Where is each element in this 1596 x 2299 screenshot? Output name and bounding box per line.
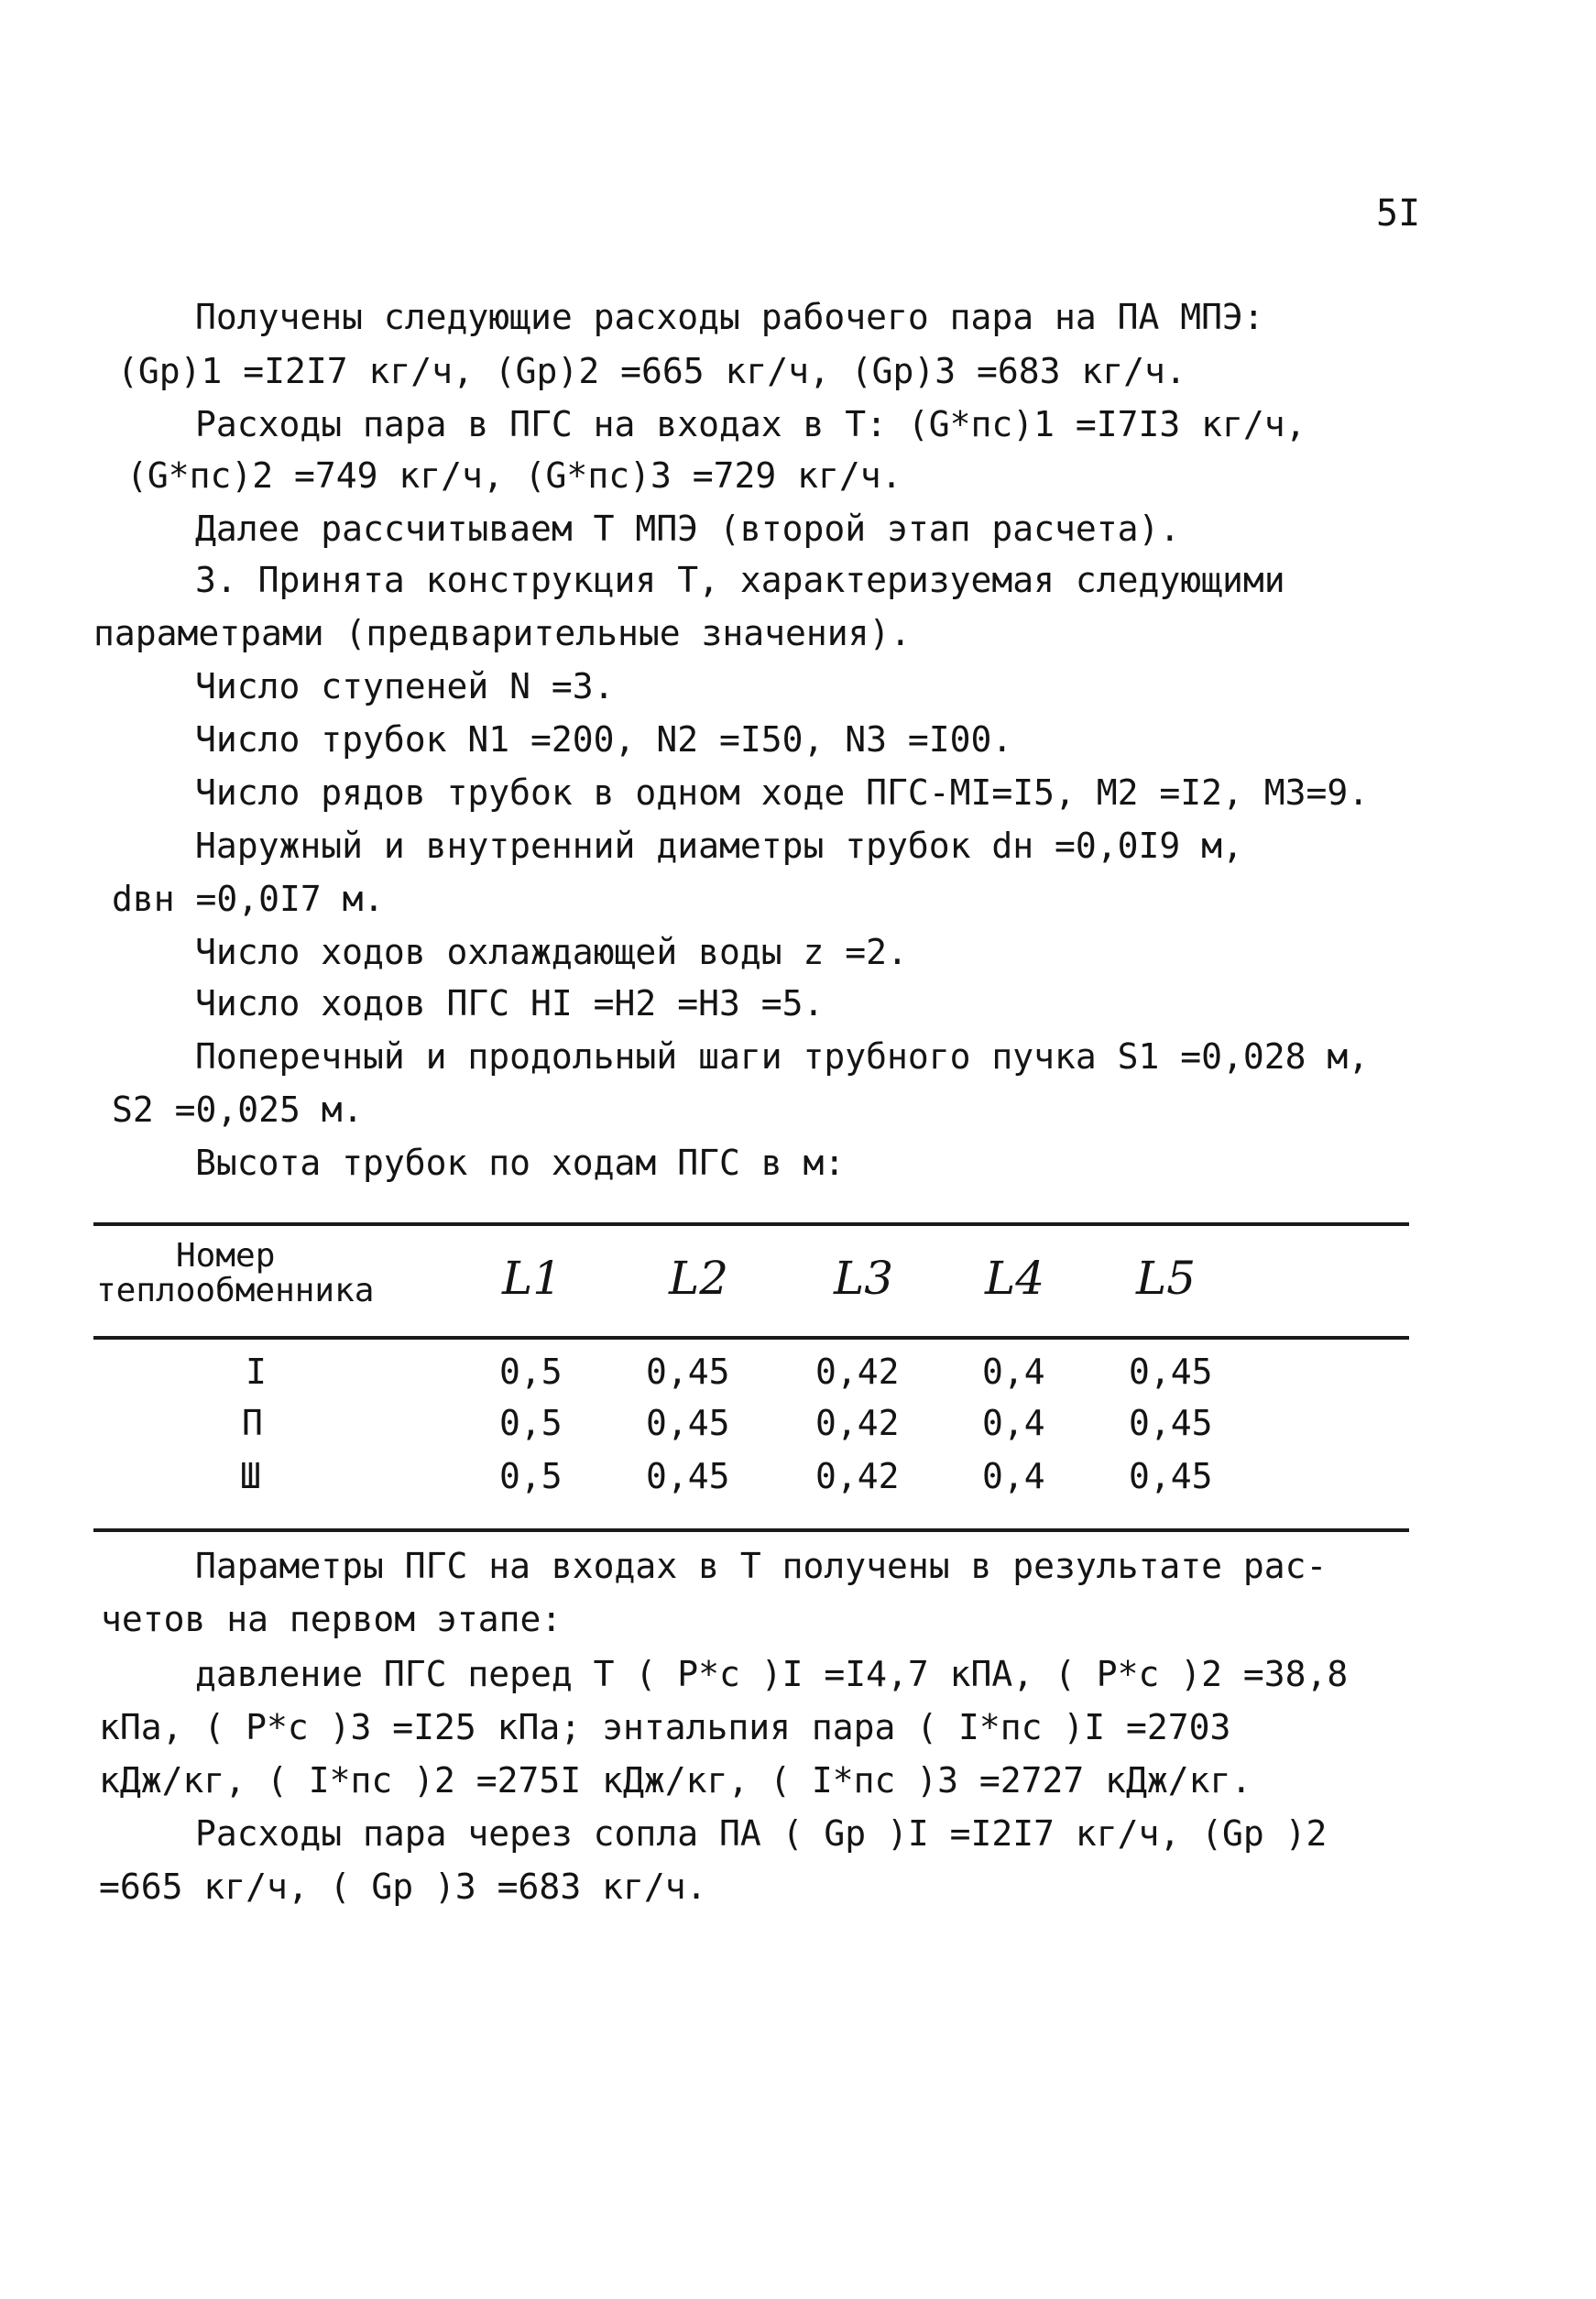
table-row-2-id: П <box>242 1403 263 1443</box>
text-line-17: Высота трубок по ходам ПГС в м: <box>195 1143 846 1183</box>
col-header-l4: L4 <box>985 1252 1045 1305</box>
table-row-2-l4: 0,4 <box>982 1403 1045 1443</box>
text-line-18: Параметры ПГС на входах в Т получены в результате рас- <box>195 1546 1328 1586</box>
table-row-3-l4: 0,4 <box>982 1456 1045 1496</box>
text-line-24: =665 кг/ч, ( Gp )3 =683 кг/ч. <box>99 1867 707 1907</box>
text-line-20: давление ПГС перед Т ( P*c )I =I4,7 кПА, ( P*c )2 =38,8 <box>195 1654 1349 1694</box>
text-line-4: (G*пс)2 =749 кг/ч, (G*пс)3 =729 кг/ч. <box>126 455 902 496</box>
text-line-11: Наружный и внутренний диаметры трубок dн =0,0I9 м, <box>195 826 1243 866</box>
text-line-22: кДж/кг, ( I*пс )2 =275I кДж/кг, ( I*пс )3 =2727 кДж/кг. <box>99 1760 1252 1801</box>
table-row-3-l3: 0,42 <box>815 1456 900 1496</box>
table-bottom-rule <box>93 1528 1409 1532</box>
text-line-1: Получены следующие расходы рабочего пара на ПА МПЭ: <box>195 297 1264 337</box>
text-line-15: Поперечный и продольный шаги трубного пучка S1 =0,028 м, <box>195 1036 1370 1077</box>
text-line-13: Число ходов охлаждающей воды z =2. <box>195 932 908 972</box>
text-line-9: Число трубок N1 =200, N2 =I50, N3 =I00. <box>195 719 1013 760</box>
text-line-21: кПа, ( P*c )3 =I25 кПа; энтальпия пара ( I*пс )I =2703 <box>99 1707 1231 1747</box>
text-line-16: S2 =0,025 м. <box>112 1089 364 1130</box>
text-line-12: dвн =0,0I7 м. <box>112 879 385 919</box>
table-header-rule <box>93 1336 1409 1340</box>
col-header-l2: L2 <box>669 1252 729 1305</box>
table-row-1-l2: 0,45 <box>646 1352 730 1392</box>
table-header-label-line1: Номер <box>176 1237 276 1275</box>
table-row-1-l1: 0,5 <box>499 1352 563 1392</box>
table-row-1-l4: 0,4 <box>982 1352 1045 1392</box>
text-line-3: Расходы пара в ПГС на входах в Т: (G*пс)1 =I7I3 кг/ч, <box>195 404 1306 444</box>
text-line-6: 3. Принята конструкция Т, характеризуемая следующими <box>195 560 1285 600</box>
page-number: 5I <box>1376 192 1421 235</box>
table-row-1-l5: 0,45 <box>1129 1352 1213 1392</box>
table-row-2-l5: 0,45 <box>1129 1403 1213 1443</box>
text-line-2: (Gp)1 =I2I7 кг/ч, (Gp)2 =665 кг/ч, (Gp)3 =683 кг/ч. <box>117 351 1186 391</box>
table-row-3-l1: 0,5 <box>499 1456 563 1496</box>
table-header-label-line2: теплообменника <box>96 1272 375 1309</box>
table-row-2-l3: 0,42 <box>815 1403 900 1443</box>
col-header-l5: L5 <box>1136 1252 1197 1305</box>
text-line-10: Число рядов трубок в одном ходе ПГС-МI=I5, M2 =I2, M3=9. <box>195 772 1370 813</box>
table-row-2-l2: 0,45 <box>646 1403 730 1443</box>
text-line-19: четов на первом этапе: <box>101 1599 563 1639</box>
table-top-rule <box>93 1222 1409 1226</box>
table-row-3-id: Ш <box>240 1456 261 1496</box>
table-row-2-l1: 0,5 <box>499 1403 563 1443</box>
col-header-l1: L1 <box>502 1252 563 1305</box>
table-row-1-id: I <box>246 1352 267 1392</box>
table-row-3-l5: 0,45 <box>1129 1456 1213 1496</box>
text-line-8: Число ступеней N =3. <box>195 666 615 706</box>
text-line-5: Далее рассчитываем Т МПЭ (второй этап расчета). <box>195 509 1181 549</box>
table-row-1-l3: 0,42 <box>815 1352 900 1392</box>
text-line-14: Число ходов ПГС HI =H2 =H3 =5. <box>195 983 825 1024</box>
text-line-7: параметрами (предварительные значения). <box>93 613 912 653</box>
col-header-l3: L3 <box>834 1252 894 1305</box>
text-line-23: Расходы пара через сопла ПА ( Gp )I =I2I7 кг/ч, (Gp )2 <box>195 1813 1328 1854</box>
table-row-3-l2: 0,45 <box>646 1456 730 1496</box>
